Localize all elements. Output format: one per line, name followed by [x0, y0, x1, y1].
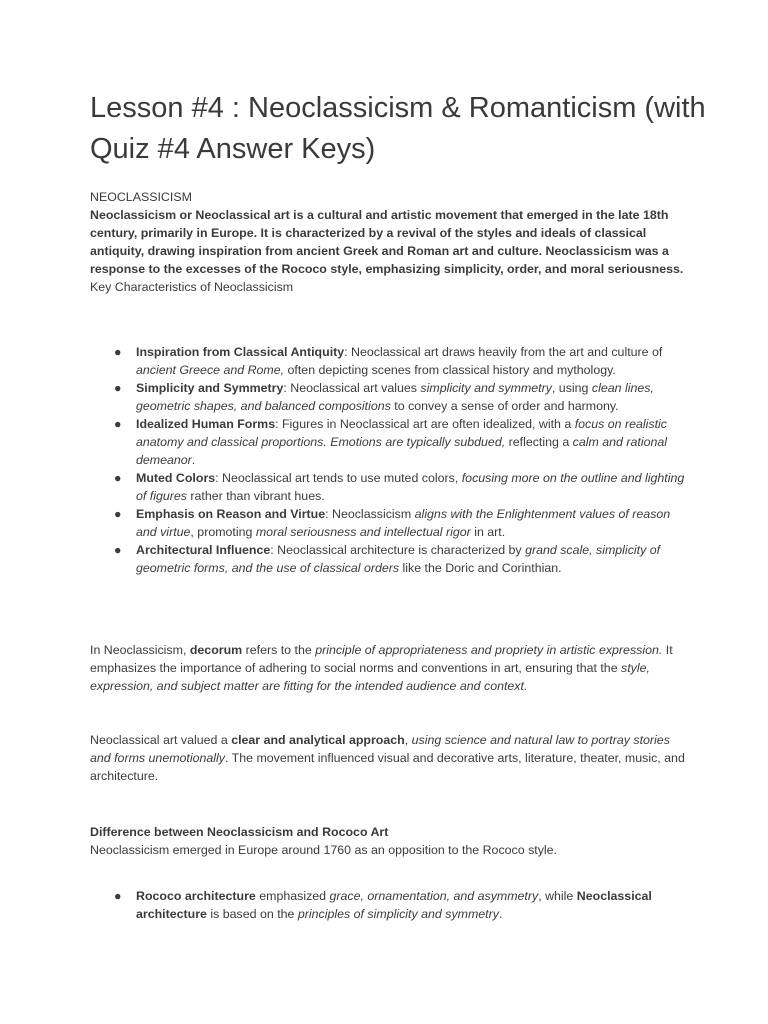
- list-item: [90, 505, 690, 541]
- neoclassicism-intro-section: [90, 188, 690, 296]
- item-term: Rococo architecture: [136, 889, 256, 903]
- item-emphasis: focusing more on the outline and lighting of figures: [136, 471, 685, 503]
- item-text: reflecting a: [505, 435, 573, 449]
- paragraph-text: . The movement influenced visual and decorative arts, literature, theater, music, and architecture.: [90, 751, 685, 783]
- item-text: : Neoclassical art draws heavily from the art and culture of: [344, 345, 663, 359]
- bullet-icon: ●: [114, 345, 122, 359]
- list-item: [90, 887, 690, 923]
- bullet-icon: ●: [114, 417, 122, 431]
- item-text: often depicting scenes from classical history and mythology.: [284, 363, 616, 377]
- item-term: Idealized Human Forms: [136, 417, 276, 431]
- item-text: : Neoclassicism: [325, 507, 415, 521]
- paragraph-bold: decorum: [189, 643, 243, 657]
- bullet-icon: ●: [114, 381, 122, 395]
- list-item: [90, 541, 690, 577]
- list-item: [90, 415, 690, 469]
- approach-paragraph: [90, 731, 690, 785]
- characteristics-list: [90, 343, 690, 577]
- item-emphasis: grand scale, simplicity of geometric forms, and the use of classical orders: [136, 543, 661, 575]
- intro-paragraph: Neoclassicism or Neoclassical art is a cultural and artistic movement that emerged in the late 18th century, primarily in Europe. It is characterized by a revival of the styles and ideals of classical antiquity, drawing inspiration from ancient Greek and Roman art and culture. Neoclassicism was a response to the excesses of the Rococo style, emphasizing simplicity, order, and moral seriousness.: [90, 208, 684, 276]
- rococo-comparison-list: [90, 887, 690, 923]
- item-text: : Neoclassical art tends to use muted colors,: [215, 471, 462, 485]
- item-emphasis: aligns with the Enlightenment values of reason and virtue: [136, 507, 671, 539]
- paragraph-text: ,: [404, 733, 412, 747]
- item-emphasis: calm and rational demeanor: [136, 435, 668, 467]
- difference-text: Neoclassicism emerged in Europe around 1760 as an opposition to the Rococo style.: [90, 843, 557, 857]
- item-text: : Neoclassical art values: [283, 381, 421, 395]
- paragraph-emphasis: style, expression, and subject matter are fitting for the intended audience and context.: [90, 661, 650, 693]
- item-text: is based on the: [206, 907, 298, 921]
- bullet-icon: ●: [114, 543, 122, 557]
- item-term: Architectural Influence: [136, 543, 271, 557]
- list-item: [90, 469, 690, 505]
- item-emphasis: focus on realistic anatomy and classical proportions. Emotions are typically subdued,: [136, 417, 667, 449]
- item-emphasis: grace, ornamentation, and asymmetry: [329, 889, 539, 903]
- item-text: , promoting: [190, 525, 256, 539]
- list-item: [90, 343, 690, 379]
- paragraph-text: refers to the: [242, 643, 316, 657]
- item-emphasis: simplicity and symmetry: [420, 381, 552, 395]
- item-text: .: [498, 907, 503, 921]
- bullet-icon: ●: [114, 507, 122, 521]
- item-text: , while: [538, 889, 577, 903]
- list-item: [90, 379, 690, 415]
- item-term: Neoclassical architecture: [136, 889, 652, 921]
- difference-section: [90, 823, 690, 859]
- item-text: in art.: [470, 525, 506, 539]
- bullet-icon: ●: [114, 471, 122, 485]
- difference-heading: Difference between Neoclassicism and Rococo Art: [90, 825, 389, 839]
- item-emphasis: moral seriousness and intellectual rigor: [255, 525, 471, 539]
- paragraph-text: Neoclassical art valued a: [90, 733, 232, 747]
- paragraph-text: In Neoclassicism,: [90, 643, 190, 657]
- item-emphasis: principles of simplicity and symmetry: [297, 907, 499, 921]
- item-text: emphasized: [255, 889, 330, 903]
- document-title: Lesson #4 : Neoclassicism & Romanticism (with Quiz #4 Answer Keys): [90, 92, 706, 165]
- item-emphasis: clean lines, geometric shapes, and balanced compositions: [136, 381, 654, 413]
- item-text: to convey a sense of order and harmony.: [390, 399, 619, 413]
- item-text: : Neoclassical architecture is characterized by: [270, 543, 526, 557]
- item-emphasis: ancient Greece and Rome,: [136, 363, 285, 377]
- item-term: Simplicity and Symmetry: [136, 381, 284, 395]
- key-characteristics-heading: Key Characteristics of Neoclassicism: [90, 280, 294, 294]
- item-term: Emphasis on Reason and Virtue: [136, 507, 326, 521]
- item-text: .: [191, 453, 196, 467]
- paragraph-emphasis: principle of appropriateness and propriety in artistic expression.: [315, 643, 663, 657]
- bullet-icon: ●: [114, 889, 122, 903]
- item-text: , using: [551, 381, 592, 395]
- item-term: Inspiration from Classical Antiquity: [136, 345, 345, 359]
- item-text: rather than vibrant hues.: [186, 489, 325, 503]
- item-term: Muted Colors: [136, 471, 216, 485]
- decorum-paragraph: [90, 641, 690, 695]
- paragraph-emphasis: using science and natural law to portray stories and forms unemotionally: [90, 733, 670, 765]
- item-text: like the Doric and Corinthian.: [399, 561, 562, 575]
- item-text: : Figures in Neoclassical art are often idealized, with a: [275, 417, 575, 431]
- section-heading-neoclassicism: NEOCLASSICISM: [90, 190, 192, 204]
- paragraph-bold: clear and analytical approach: [231, 733, 405, 747]
- paragraph-text: It emphasizes the importance of adhering to social norms and conventions in art, ensuring that the: [90, 643, 673, 675]
